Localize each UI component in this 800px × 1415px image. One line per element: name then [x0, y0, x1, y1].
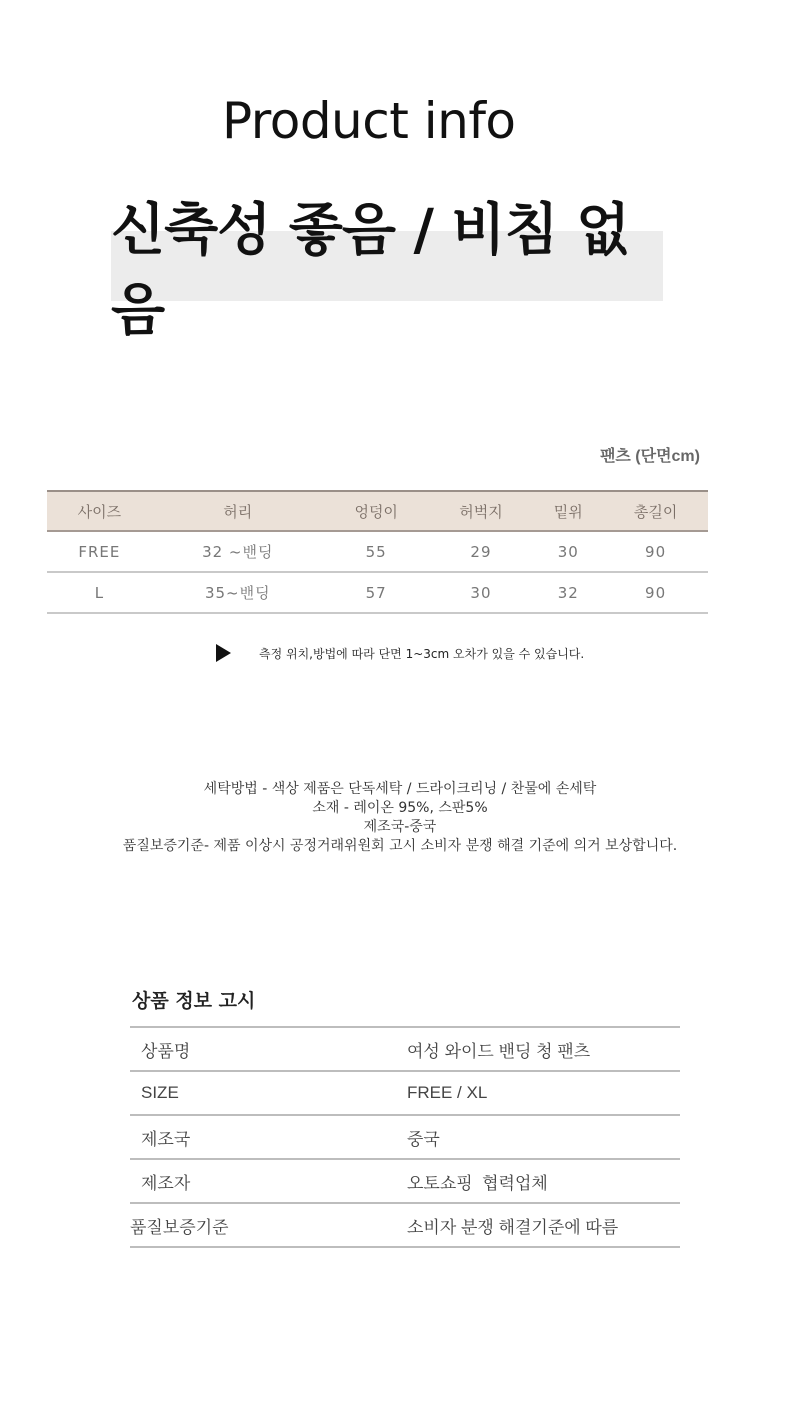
table-cell: 30: [533, 531, 603, 572]
notice-label: SIZE: [141, 1083, 179, 1102]
table-cell: 35~밴딩: [152, 572, 324, 613]
table-cell: 29: [429, 531, 534, 572]
product-notice-title: 상품 정보 고시: [132, 990, 256, 1012]
table-row: [130, 1115, 680, 1159]
table-row: [47, 572, 708, 613]
feature-banner: 신축성 좋음 / 비침 없음: [111, 231, 663, 301]
notice-value: 여성 와이드 밴딩 청 팬츠: [407, 1041, 591, 1061]
measurement-note: [216, 644, 584, 662]
material-text: 소재 - 레이온 95%, 스판5%: [312, 800, 488, 816]
notice-label: 품질보증기준: [130, 1217, 229, 1237]
table-cell: 55: [324, 531, 429, 572]
care-info: [0, 780, 800, 856]
table-cell: 90: [603, 531, 708, 572]
origin-text: 제조국-중국: [363, 819, 437, 835]
measurement-note-text: 측정 위치,방법에 따라 단면 1~3cm 오차가 있을 수 있습니다.: [259, 646, 585, 661]
notice-label: 상품명: [141, 1041, 191, 1061]
column-header-length: 총길이: [603, 491, 708, 531]
size-chart-table: [47, 490, 708, 614]
notice-label: 제조국: [141, 1129, 191, 1149]
table-row: [130, 1071, 680, 1115]
washing-text: 세탁방법 - 색상 제품은 단독세탁 / 드라이크리닝 / 찬물에 손세탁: [203, 781, 597, 797]
column-header-rise: 밑위: [533, 491, 603, 531]
table-row: [130, 1203, 680, 1247]
table-cell: 90: [603, 572, 708, 613]
table-cell: 32 ~밴딩: [152, 531, 324, 572]
size-chart-caption: 팬츠 (단면cm): [599, 448, 700, 465]
notice-value: 중국: [407, 1129, 440, 1149]
column-header-waist: 허리: [152, 491, 324, 531]
notice-value: 오토쇼핑 협력업체: [407, 1173, 548, 1193]
play-triangle-icon: [216, 644, 231, 662]
size-chart-header-row: [47, 491, 708, 531]
table-row: [130, 1027, 680, 1071]
notice-label: 제조자: [141, 1173, 191, 1193]
product-notice-table: [130, 1026, 680, 1248]
table-cell: L: [47, 572, 152, 613]
column-header-thigh: 허벅지: [429, 491, 534, 531]
column-header-hip: 엉덩이: [324, 491, 429, 531]
table-row: [130, 1159, 680, 1203]
table-cell: 32: [533, 572, 603, 613]
warranty-text: 품질보증기준- 제품 이상시 공정거래위원회 고시 소비자 분쟁 해결 기준에 의거 보상합니다.: [122, 838, 678, 854]
table-cell: 30: [429, 572, 534, 613]
notice-value: 소비자 분쟁 해결기준에 따름: [407, 1217, 619, 1237]
table-cell: FREE: [47, 531, 152, 572]
page-title: Product info: [222, 92, 516, 150]
notice-value: FREE / XL: [407, 1083, 488, 1102]
column-header-size: 사이즈: [47, 491, 152, 531]
table-row: [47, 531, 708, 572]
table-cell: 57: [324, 572, 429, 613]
